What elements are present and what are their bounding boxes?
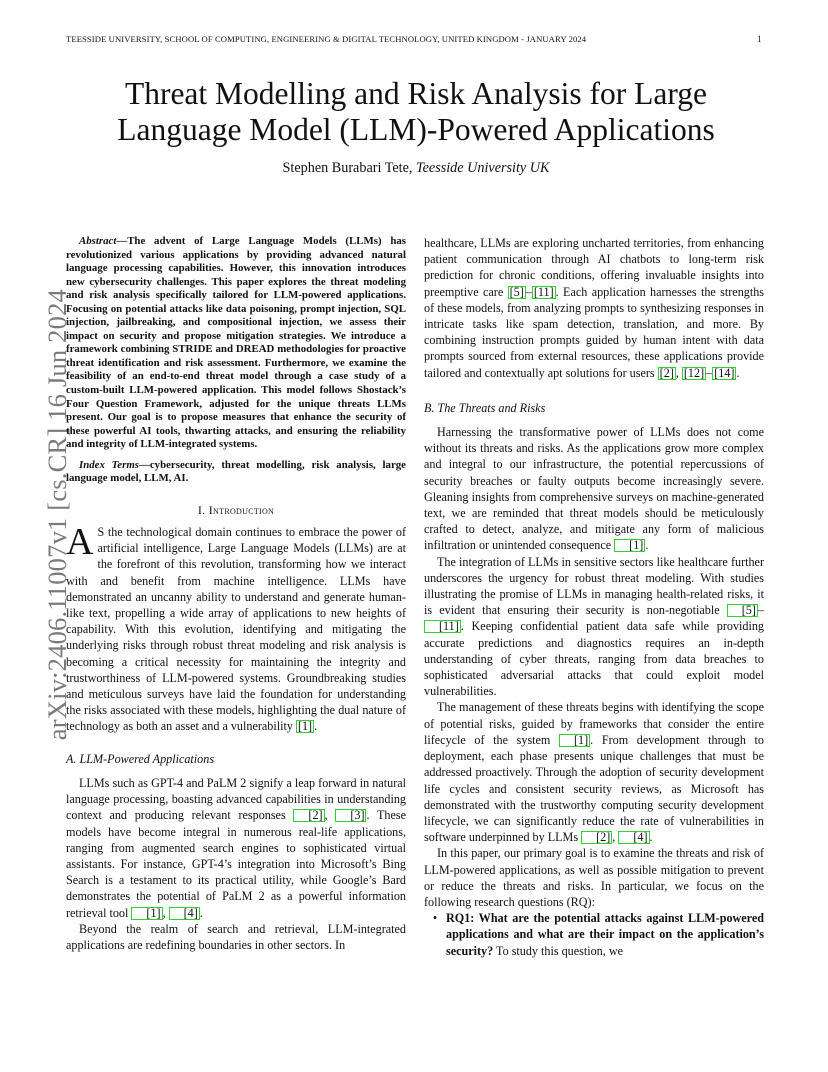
paragraph-text: LLMs such as GPT-4 and PaLM 2 signify a leap forward in natural language processing, boasting advanced capabilities in understanding context and producing relevant responses bbox=[66, 775, 406, 823]
citation-link[interactable]: [12] bbox=[683, 365, 705, 380]
paragraph-text: . Each application harnesses the strengths of these models, from analyzing prompts to synthesizing responses in intricate tasks like spam detection, translation, and more. By combining instruction prompts guided by human intent with data prompts sourced from external resources, these applications provide tailored and contextually apt solutions for users bbox=[424, 284, 765, 380]
intro-paragraph: A S the technological domain continues to embrace the power of artificial intelligence, Large Language Models (LLMs) are at the forefront of this revolution, transforming how we interact with and benefit from machine intelligence. LLMs have demonstrated an uncanny ability to understand and generate human-like text, propelling a wide array of applications to new heights of capability. With this evolution, identifying and mitigating the underlying risks through robust threat modeling and risk analysis is becoming a critical necessity for maintaining the integrity and trustworthiness of LLM-powered systems. Groundbreaking studies and meticulous surveys have laid the foundation for understanding the risks associated with these models, highlighting the dual nature of technology as both an asset and a vulnerability [1] . bbox=[66, 521, 406, 734]
index-terms-text: —cybersecurity, threat modelling, risk analysis, large language model, LLM, AI. bbox=[66, 458, 406, 485]
index-terms-label: Index Terms bbox=[79, 458, 139, 471]
research-question-rest: To study this question, we bbox=[493, 943, 623, 958]
arxiv-stamp: arXiv:2406.11007v1 [cs.CR] 16 Jun 2024 bbox=[42, 289, 72, 741]
abstract bbox=[66, 235, 406, 452]
author-line bbox=[66, 160, 766, 177]
right-column bbox=[424, 235, 764, 959]
title-line-2: Language Model (LLM)-Powered Applications bbox=[117, 112, 715, 147]
citation-link[interactable]: [11] bbox=[424, 620, 461, 633]
threats-paragraph-4: In this paper, our primary goal is to examine the threats and risk of LLM-powered applications, as well as possible mitigation to prevent or reduce the threats and risks. In particular, we focus on the following research questions (RQ): bbox=[424, 846, 764, 909]
citation-link[interactable]: [1] bbox=[614, 539, 645, 552]
paragraph-text: Harnessing the transformative power of LLMs does not come without its threats and risks. As the applications grow more complex and integral to our infrastructure, the potential repercussions of security breaches or faulty outputs become increasingly severe. Gleaning insights from comprehensive surveys on machine-generated text, we are reminded that threat models should be meticulously crafted to detect, analyze, and mitigate any form of malicious infiltration or unintended consequence bbox=[424, 425, 764, 553]
paragraph-text: . From development through to deployment, each phase presents unique challenges that must be addressed proactively. Through the adoption of security development life cycles and consistent security reviews, as Microsoft has demonstrated with the trustworthy computing security development lifecycle, we can significantly reduce the rate of vulnerabilities in software underpinned by LLMs bbox=[424, 732, 764, 845]
research-question-bold: RQ1: What are the potential attacks against LLM-powered applications and what are their impact on the application’s security? bbox=[446, 911, 764, 958]
intro-text: S the technological domain continues to embrace the power of artificial intelligence, Large Language Models (LLMs) are at the forefront of this revolution, transforming how we interact with and benefit from machine intelligence. LLMs have demonstrated an uncanny ability to understand and generate human-like text, propelling a wide array of applications to new heights of capability. With this evolution, identifying and mitigating the underlying risks through robust threat modeling and risk analysis is becoming a critical necessity for maintaining the integrity and trustworthiness of LLM-powered systems. Groundbreaking studies and meticulous surveys have laid the foundation for understanding the risks associated with these models, highlighting the dual nature of technology as both an asset and a vulnerability bbox=[66, 525, 406, 734]
citation-link[interactable]: [2] bbox=[293, 809, 324, 822]
threats-paragraph-3: The management of these threats begins with identifying the scope of potential risks, guided by frameworks that consider the entire lifecycle of the system [1] . From development through to deployment, each phase presents unique challenges that must be addressed proactively. Through the adoption of security development life cycles and consistent security reviews, as Microsoft has demonstrated with the trustworthy computing security development lifecycle, we can significantly reduce the rate of vulnerabilities in software underpinned by LLMs [2] , [4] . bbox=[424, 700, 764, 845]
citation-link[interactable]: [2] bbox=[581, 831, 612, 844]
running-head: TEESSIDE UNIVERSITY, SCHOOL OF COMPUTING, ENGINEERING & DIGITAL TECHNOLOGY, UNITED KINGDOM - JANUARY 2024 bbox=[66, 34, 587, 44]
citation-link[interactable]: [4] bbox=[618, 831, 649, 844]
paragraph-text: . These models have become integral in numerous real-life applications, ranging from augmented search engines to sophisticated virtual assistants. For instance, GPT-4’s integration into Microsoft’s Bing Search is a testament to its practical utility, while Google’s Bard demonstrates the potential of PaLM 2 as a powerful information retrieval tool bbox=[66, 808, 407, 920]
citation-link[interactable]: [1] bbox=[297, 719, 313, 734]
subsection-heading-a: A. LLM-Powered Applications bbox=[66, 751, 215, 766]
citation-link[interactable]: [1] bbox=[131, 907, 162, 920]
author-name: Stephen Burabari Tete, bbox=[282, 160, 413, 176]
section-number: I. bbox=[197, 502, 209, 517]
title-line-1: Threat Modelling and Risk Analysis for Large bbox=[124, 76, 708, 111]
paragraph-text: The management of these threats begins with identifying the scope of potential risks, guided by frameworks that consider the entire lifecycle of the system bbox=[424, 700, 764, 747]
threats-paragraph-1: Harnessing the transformative power of LLMs does not come without its threats and risks. As the applications grow more complex and integral to our infrastructure, the potential repercussions of security breaches or faulty outputs become increasingly severe. Gleaning insights from comprehensive surveys on machine-generated text, we are reminded that threat models should be meticulously crafted to detect, analyze, and mitigate any form of malicious infiltration or unintended consequence [1] . bbox=[424, 425, 764, 553]
bullet-icon: • bbox=[432, 911, 438, 926]
left-column bbox=[66, 235, 406, 953]
page-number: 1 bbox=[757, 34, 762, 44]
llm-apps-paragraph-1: LLMs such as GPT-4 and PaLM 2 signify a leap forward in natural language processing, boasting advanced capabilities in understanding context and producing relevant responses [2] , [3] . These models have become integral in numerous real-life applications, ranging from augmented search engines to sophisticated virtual assistants. For instance, GPT-4’s integration into Microsoft’s Bing Search is a testament to its practical utility, while Google’s Bard demonstrates the potential of PaLM 2 as a powerful information retrieval tool [1] , [4] . bbox=[66, 775, 407, 920]
author-affiliation: Teesside University UK bbox=[416, 160, 550, 176]
index-terms bbox=[66, 459, 406, 486]
citation-link[interactable]: [5] bbox=[509, 284, 524, 299]
drop-cap: A bbox=[66, 521, 94, 564]
abstract-text: —The advent of Large Language Models (LLMs) has revolutionized various applications by providing advanced natural language processing capabilities. However, this innovation introduces new cybersecurity challenges. This paper explores the threat modeling and risk analysis specifically tailored for LLM-powered applications. Focusing on potential attacks like data poisoning, prompt injection, SQL injection, jailbreaking, and compositional injection, we assess their impact on security and propose mitigation strategies. We introduce a framework combining STRIDE and DREAD methodologies for proactive threat identification and risk assessment. Furthermore, we examine the feasibility of an end-to-end threat model through a case study of a custom-built LLM-powered application. This model follows Shostack’s Four Question Framework, adjusted for the unique threats LLMs present. Our goal is to propose measures that enhance the security of these powerful AI tools, thwarting attacks, and ensuring the reliability and integrity of LLM-integrated systems. bbox=[66, 235, 406, 451]
citation-link[interactable]: [4] bbox=[169, 907, 200, 920]
paper-title bbox=[66, 76, 766, 148]
citation-link[interactable]: [11] bbox=[533, 284, 554, 299]
research-question-item bbox=[424, 910, 764, 959]
research-question-text bbox=[446, 910, 764, 959]
abstract-label: Abstract bbox=[79, 235, 117, 247]
section-title: Introduction bbox=[208, 502, 275, 517]
citation-link[interactable]: [14] bbox=[714, 365, 735, 380]
citation-link[interactable]: [3] bbox=[335, 809, 366, 822]
healthcare-paragraph: healthcare, LLMs are exploring uncharted territories, from enhancing patient communication through AI chatbots to long-term risk prediction for chronic conditions, offering invaluable insights into preemptive care [5] – [11] . Each application harnesses the strengths of these models, from analyzing prompts to synthesizing responses in intricate tasks like spam detection, translation, and more. By combining instruction prompts guided by human intent with data prompts sourced from external resources, these applications provide tailored and contextually apt solutions for users [2] , [12] – [14] . bbox=[424, 236, 765, 380]
section-heading-introduction bbox=[66, 502, 406, 518]
citation-link[interactable]: [2] bbox=[659, 365, 674, 380]
paragraph-text: The integration of LLMs in sensitive sectors like healthcare further underscores the urgency for robust threat modeling. With studies illustrating the promise of LLMs in managing health-related risks, it is evident that ensuring their security is non-negotiable bbox=[424, 554, 764, 618]
subsection-heading-b: B. The Threats and Risks bbox=[424, 400, 546, 415]
paragraph-text: . Keeping confidential patient data safe while providing accurate predictions and diagnostics requires an in-depth understanding of cyber threats, ranging from data breaches to sophisticated adversarial attacks that could exploit model vulnerabilities. bbox=[424, 619, 764, 699]
paragraph-text: healthcare, LLMs are exploring uncharted territories, from enhancing patient communication through AI chatbots to long-term risk prediction for chronic conditions, offering invaluable insights into preemptive care bbox=[424, 236, 764, 299]
threats-paragraph-2: The integration of LLMs in sensitive sectors like healthcare further underscores the urgency for robust threat modeling. With studies illustrating the promise of LLMs in managing health-related risks, it is evident that ensuring their security is non-negotiable [5] –[11] . Keeping confidential patient data safe while providing accurate predictions and diagnostics requires an in-depth understanding of cyber threats, ranging from data breaches to sophisticated adversarial attacks that could exploit model vulnerabilities. bbox=[424, 554, 764, 699]
llm-apps-paragraph-2: Beyond the realm of search and retrieval, LLM-integrated applications are redefining boundaries in other sectors. In bbox=[66, 921, 406, 952]
citation-link[interactable]: [5] bbox=[727, 604, 758, 617]
citation-link[interactable]: [1] bbox=[559, 734, 590, 747]
